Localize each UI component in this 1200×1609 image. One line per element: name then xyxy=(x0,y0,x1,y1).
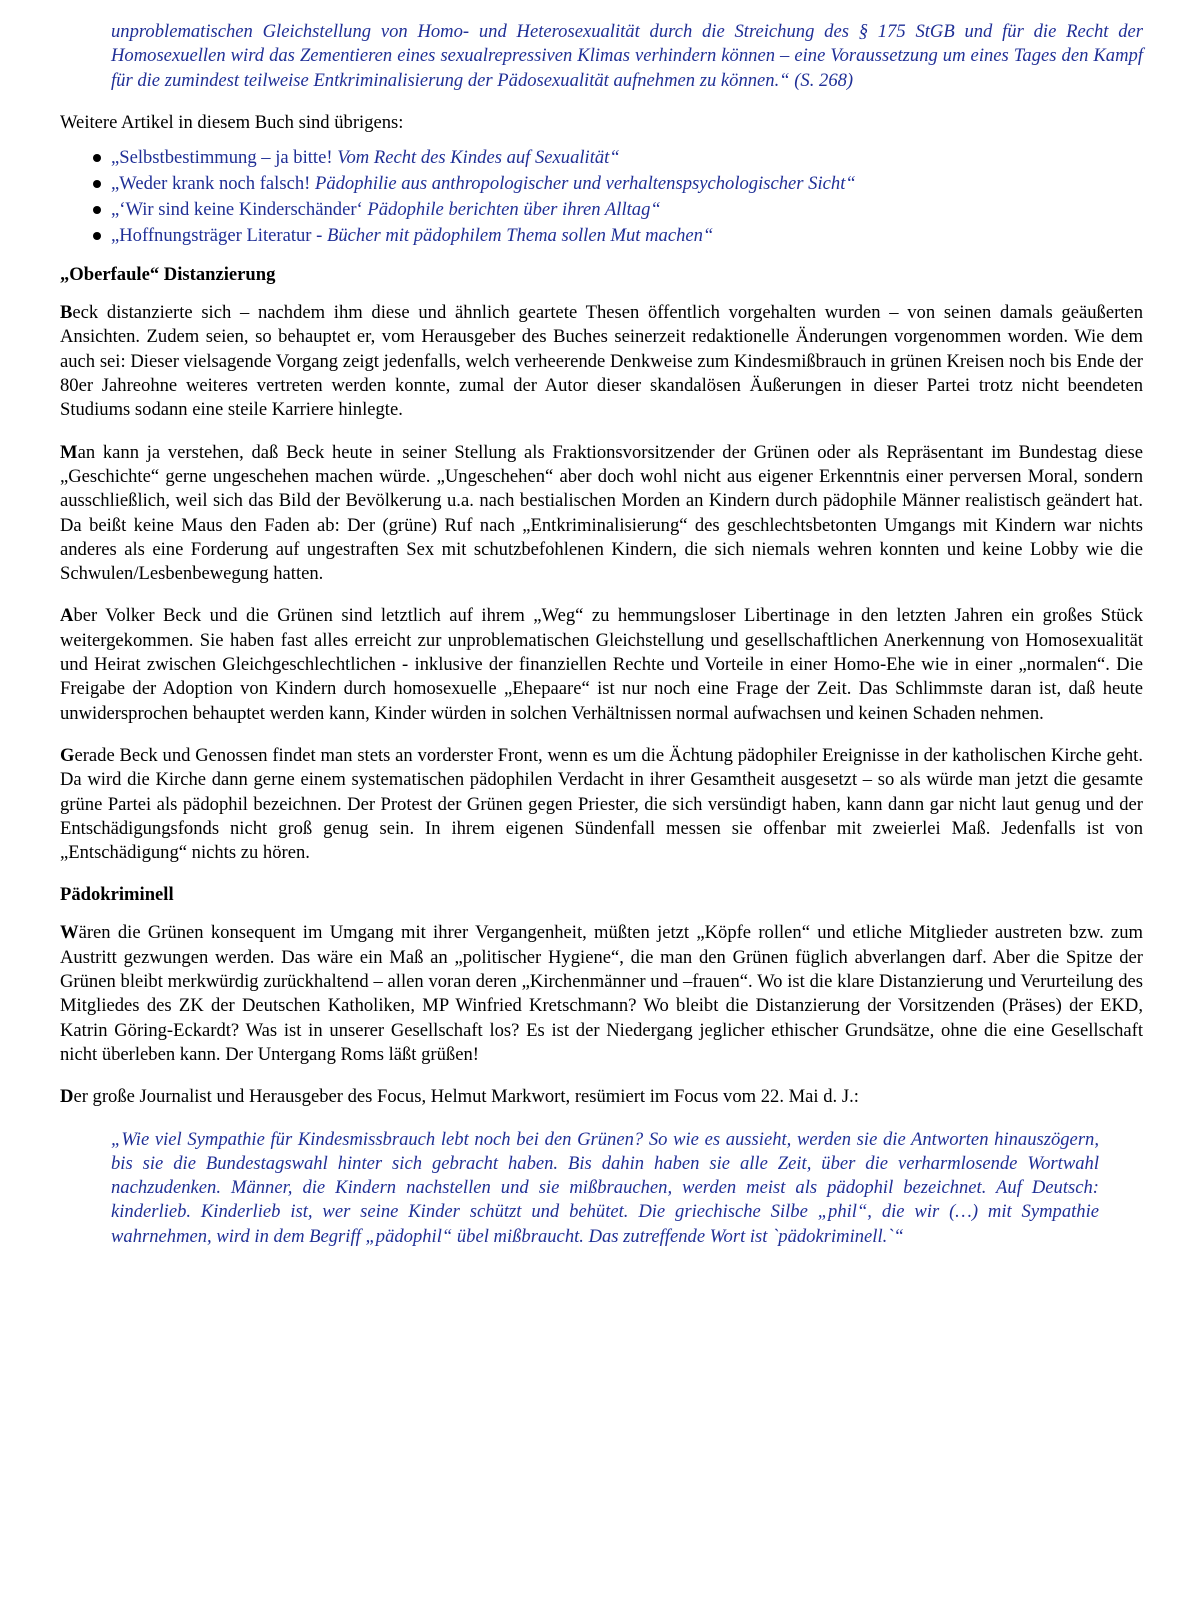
quote-bottom: „Wie viel Sympathie für Kindesmissbrauch lebt noch bei den Grünen? So wie es aussieht, werden sie die Antworten hinauszögern, bis sie die Bundestagswahl hinter sich gebracht haben. Bis dahin haben sie alle Zeit, über die verharmlosende Wortwahl nachzudenken. Männer, die Kindern nachstellen und sie mißbrauchen, werden meist als pädophil bezeichnet. Auf Deutsch: kinderlieb. Kinderlieb ist, wer seine Kinder schützt und behütet. Die griechische Silbe „phil“, die wir (…) mit Sympathie wahrnehmen, wird in dem Begriff „pädophil“ übel mißbraucht. Das zutreffende Wort ist `pädokriminell.`“ xyxy=(111,1128,1099,1247)
article-list xyxy=(60,145,1143,249)
section-heading-distanzierung: „Oberfaule“ Distanzierung xyxy=(60,264,276,286)
list-intro: Weitere Artikel in diesem Buch sind übrigens: xyxy=(60,111,404,133)
paragraph-5 xyxy=(60,921,1143,1067)
paragraph-text: eck distanzierte sich – nachdem ihm diese und ähnlich geartete Thesen öffentlich vorgehalten wurden – von seinen damals geäußerten Ansichten. Zudem seien, so behauptet er, vom Herausgeber des Buches seinerzeit redaktionelle Änderungen vorgenommen worden. Wie dem auch sei: Dieser vielsagende Vorgang zeigt jedenfalls, welch verheerende Denkweise zum Kindesmißbrauch in grünen Kreisen noch bis Ende der 80er Jahreohne weiteres vertreten werden konnte, zumal der Autor dieser skandalösen Äußerungen in dieser Partei trotz nicht beendeten Studiums sodann eine steile Karriere hinlegte. xyxy=(60,302,1143,421)
bullet-icon xyxy=(93,180,101,188)
bullet-icon xyxy=(93,154,101,162)
paragraph-initial: M xyxy=(60,441,78,463)
paragraph-1 xyxy=(60,301,1143,422)
bullet-icon xyxy=(93,232,101,240)
article-subtitle: Vom Recht des Kindes auf Sexualität xyxy=(337,147,610,169)
article-title: „Selbstbestimmung – ja bitte! xyxy=(111,147,333,169)
paragraph-3 xyxy=(60,604,1143,725)
list-item xyxy=(93,171,1143,197)
article-close-quote: “ xyxy=(702,225,714,247)
article-close-quote: “ xyxy=(650,199,661,221)
article-title: „Weder krank noch falsch! xyxy=(111,173,311,195)
paragraph-6 xyxy=(60,1085,1143,1109)
paragraph-text: ären die Grünen konsequent im Umgang mit ihrer Vergangenheit, müßten jetzt „Köpfe rollen“ und etliche Mitglieder austreten bzw. zum Austritt gezwungen werden. Das wäre ein Maß an „politischer Hygiene“, die man den Grünen füglich abverlangen darf. Aber die Spitze der Grünen bleibt merkwürdig zurückhaltend – allen voran deren „Kirchenmänner und –frauen“. Wo ist die klare Distanzierung und Verurteilung des Mitgliedes des ZK der Deutschen Katholiken, MP Winfried Kretschmann? Wo bleibt die Distanzierung der Vorsitzenden (Präses) der EKD, Katrin Göring-Eckardt? Was ist in unserer Gesellschaft los? Es ist der Niedergang jeglicher ethischer Grundsätze, ohne die eine Gesellschaft nicht überleben kann. Der Untergang Roms läßt grüßen! xyxy=(60,922,1143,1065)
section-heading-paedokriminell: Pädokriminell xyxy=(60,884,174,906)
article-subtitle: Bücher mit pädophilem Thema sollen Mut machen xyxy=(327,225,703,247)
paragraph-text: ber Volker Beck und die Grünen sind letztlich auf ihrem „Weg“ zu hemmungsloser Libertinage in den letzten Jahren ein großes Stück weitergekommen. Sie haben fast alles erreicht zur unproblematischen Gleichstellung und gesellschaftlichen Anerkennung von Homosexualität und Heirat zwischen Gleichgeschlechtlichen - inklusive der finanziellen Rechte und Vorteile in einer Homo-Ehe wie in einer „normalen“. Die Freigabe der Adoption von Kindern durch homosexuelle „Ehepaare“ ist nur noch eine Frage der Zeit. Das Schlimmste daran ist, daß heute unwidersprochen behauptet werden kann, Kinder würden in solchen Verhältnissen normal aufwachsen und keinen Schaden nehmen. xyxy=(60,605,1143,724)
article-subtitle: Pädophile berichten über ihren Alltag xyxy=(367,199,651,221)
paragraph-2 xyxy=(60,441,1143,587)
paragraph-initial: W xyxy=(60,922,79,944)
paragraph-4 xyxy=(60,744,1143,865)
paragraph-text: erade Beck und Genossen findet man stets an vorderster Front, wenn es um die Ächtung pädophiler Ereignisse in der katholischen Kirche geht. Da wird die Kirche dann gerne einem systematischen pädophilen Verdacht in ihrer Gesamtheit ausgesetzt – so als würde man jetzt die gesamte grüne Partei als pädophil bezeichnen. Der Protest der Grünen gegen Priester, die sich versündigt haben, kann dann gar nicht laut genug und der Entschädigungsfonds nicht groß genug sein. In ihrem eigenen Sündenfall messen sie offenbar mit zweierlei Maß. Jedenfalls ist von „Entschädigung“ nichts zu hören. xyxy=(60,744,1143,864)
paragraph-initial: B xyxy=(60,302,73,324)
article-subtitle: Pädophilie aus anthropologischer und verhaltenspsychologischer Sicht xyxy=(314,173,846,195)
article-title: „Hoffnungsträger Literatur - xyxy=(111,225,323,247)
list-item xyxy=(93,197,1143,223)
article-close-quote: “ xyxy=(609,147,620,169)
paragraph-initial: D xyxy=(60,1086,74,1108)
article-title: „‘Wir sind keine Kinderschänder‘ xyxy=(111,199,363,221)
paragraph-text: an kann ja verstehen, daß Beck heute in seiner Stellung als Fraktionsvorsitzender der Grünen oder als Repräsentant im Bundestag diese „Geschichte“ gerne ungeschehen machen würde. „Ungeschehen“ aber doch wohl nicht aus eigener Erkenntnis einer perversen Moral, sondern ausschließlich, weil sich das Bild der Bevölkerung u.a. nach bestialischen Morden an Kindern durch pädophile Männer realistisch geändert hat. Da beißt keine Maus den Faden ab: Der (grüne) Ruf nach „Entkriminalisierung“ des geschlechtsbetonten Umgangs mit Kindern war nichts anderes als eine Forderung auf ungestraften Sex mit schutzbefohlenen Kindern, die sich niemals wehren konnten und keine Lobby wie die Schwulen/Lesbenbewegung hatten. xyxy=(60,441,1143,585)
list-item xyxy=(93,223,1143,249)
paragraph-initial: A xyxy=(60,605,74,627)
quote-top: unproblematischen Gleichstellung von Homo- und Heterosexualität durch die Streichung des § 175 StGB und für die Recht der Homosexuellen wird das Zementieren eines sexualrepressiven Klimas verhindern können – eine Voraussetzung um eines Tages den Kampf für die zumindest teilweise Entkriminalisierung der Pädosexualität aufnehmen zu können.“ (S. 268) xyxy=(111,21,1143,91)
bullet-icon xyxy=(93,206,101,214)
article-close-quote: “ xyxy=(845,173,856,195)
paragraph-text: er große Journalist und Herausgeber des Focus, Helmut Markwort, resümiert im Focus vom 22. Mai d. J.: xyxy=(73,1086,859,1108)
paragraph-initial: G xyxy=(60,744,75,766)
list-item xyxy=(93,145,1143,171)
